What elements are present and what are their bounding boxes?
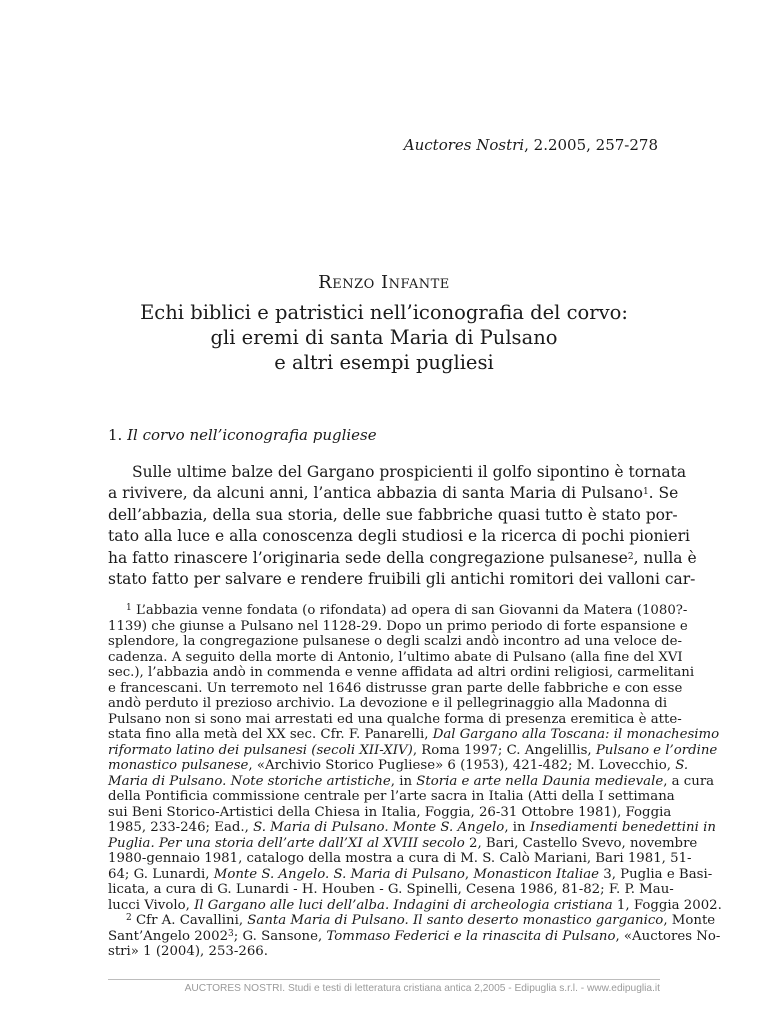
footnote-text: Cfr A. Cavallini, <box>135 913 244 928</box>
footnote-text: , in <box>390 773 413 789</box>
footnote-line: 1139) che giunse a Pulsano nel 1128-29. Dopo un primo periodo di forte espansione e <box>108 618 688 634</box>
body-text: ha fatto rinascere l’originaria sede della congregazione pulsanese <box>108 548 628 567</box>
footnote-line: sec.), l’abbazia andò in commenda e venne affidata ad altri ordini religiosi, carmelitani <box>108 665 695 680</box>
footnote-text: 64; G. Lunardi, <box>108 866 210 882</box>
footnote-line: andò perduto il prezioso archivio. La devozione e il pellegrinaggio alla Madonna di <box>108 696 668 711</box>
body-line: tato alla luce e alla conoscenza degli studiosi e la ricerca di pochi pionieri <box>108 527 690 546</box>
footnote-text: stata fino alla metà del XX sec. Cfr. F. Panarelli, <box>108 727 429 742</box>
footnote-text: Sant’Angelo 2002 <box>108 928 229 944</box>
citation-title: Il Gargano alle luci dell’alba. Indagini di archeologia cristiana <box>194 897 613 913</box>
footnote-text: , in <box>504 820 526 835</box>
article-title <box>0 300 768 375</box>
citation-title: S. <box>675 758 689 773</box>
footnote-ref: 1 <box>642 487 649 498</box>
footnote-ref: 3 <box>228 928 234 939</box>
page-footer: AUCTORES NOSTRI. Studi e testi di letteratura cristiana antica 2,2005 - Edipuglia s.r.l. - www.edipuglia.it <box>184 983 660 994</box>
footnote-text: ; G. Sansone, <box>233 928 323 944</box>
footnote-text: 1985, 233-246; Ead., <box>108 820 249 835</box>
footnote-line <box>108 742 718 759</box>
body-text: a rivivere, da alcuni anni, l’antica abbazia di santa Maria di Pulsano <box>108 484 643 503</box>
footnote-line <box>108 913 716 929</box>
body-paragraph <box>108 462 697 590</box>
footnote-line: licata, a cura di G. Lunardi - H. Houben - G. Spinelli, Cesena 1986, 81-82; F. P. Mau- <box>108 882 674 897</box>
footnote-line <box>108 727 720 743</box>
body-line: Sulle ultime balze del Gargano prospicienti il golfo sipontino è tornata <box>132 463 687 481</box>
body-line: stato fatto per salvare e rendere fruibili gli antichi romitori dei valloni car- <box>108 570 696 589</box>
footnote-number: 2 <box>126 913 132 923</box>
body-text: . Se <box>648 484 679 503</box>
section-title: Il corvo nell’iconografia pugliese <box>127 426 377 444</box>
footnote-line <box>108 866 713 883</box>
title-line: Echi biblici e patristici nell’iconografia del corvo: <box>140 301 628 324</box>
footnotes <box>108 603 722 960</box>
footnote-text: , «Auctores No- <box>615 928 721 944</box>
footnote-line: cadenza. A seguito della morte di Antonio, l’ultimo abate di Pulsano (alla fine del XVI <box>108 649 683 665</box>
footnote-line <box>108 928 721 945</box>
footnote-text: , a cura <box>663 773 715 789</box>
footnote-number: 1 <box>126 603 132 613</box>
citation-title: Pulsano e l’ordine <box>595 742 718 758</box>
title-line: e altri esempi pugliesi <box>274 351 494 374</box>
footnote-line <box>108 773 715 790</box>
body-line <box>108 483 679 504</box>
footer-rule <box>108 979 660 980</box>
body-line: dell’abbazia, della sua storia, delle sue fabbriche quasi tutto è stato por- <box>108 505 678 524</box>
section-number: 1. <box>108 426 123 444</box>
footnote-text: 3, Puglia e Basi- <box>603 866 713 882</box>
citation-title: Monasticon Italiae <box>473 866 599 882</box>
footnote-line: della Pontificia commissione centrale per l’arte sacra in Italia (Atti della I settimana <box>108 789 675 804</box>
citation-title: Maria di Pulsano. Note storiche artistiche <box>108 773 391 789</box>
footnote-text: 2, Bari, Castello Svevo, novembre <box>468 835 698 851</box>
journal-name: Auctores Nostri <box>403 136 525 154</box>
body-line <box>108 548 697 569</box>
citation-title: Insediamenti benedettini in <box>529 820 716 835</box>
body-text: , nulla è <box>633 548 697 567</box>
footnote-ref: 2 <box>627 551 634 562</box>
footnote-line: stri» 1 (2004), 253-266. <box>108 944 268 959</box>
citation-title: Storia e arte nella Daunia medievale <box>416 773 664 789</box>
citation-title: Santa Maria di Pulsano. Il santo deserto monastico garganico <box>247 913 664 928</box>
citation-title: Dal Gargano alla Toscana: il monachesimo <box>432 727 720 742</box>
footnote-line: e francescani. Un terremoto nel 1646 distrusse gran parte delle fabbriche e con esse <box>108 680 683 696</box>
footnote-line <box>108 897 722 914</box>
footnote-text: , Roma 1997; C. Angelillis, <box>412 742 592 758</box>
citation-title: Monte S. Angelo. S. Maria di Pulsano <box>213 866 465 882</box>
citation-title: S. Maria di Pulsano. Monte S. Angelo <box>253 820 505 835</box>
title-line: gli eremi di santa Maria di Pulsano <box>210 326 558 349</box>
citation-title: Tommaso Federici e la rinascita di Pulsano <box>326 928 616 944</box>
footnote-text: , Monte <box>663 913 716 928</box>
section-heading <box>108 426 377 444</box>
journal-citation <box>404 136 658 154</box>
author-name: Renzo Infante <box>318 272 450 293</box>
footnote-line: sui Beni Storico-Artistici della Chiesa in Italia, Foggia, 26-31 Ottobre 1981), Foggia <box>108 804 672 820</box>
footnote-text: , «Archivio Storico Pugliese» 6 (1953), 421-482; M. Lovecchio, <box>248 758 671 773</box>
footnote-text: lucci Vivolo, <box>108 897 190 913</box>
footnote-line <box>108 820 716 836</box>
footnote-line: 1980-gennaio 1981, catalogo della mostra a cura di M. S. Calò Mariani, Bari 1981, 51- <box>108 851 692 866</box>
footnote-line <box>108 603 688 619</box>
citation-title: Puglia. Per una storia dell’arte dall’XI al XVIII secolo <box>108 835 465 851</box>
footnote-text: , <box>464 866 470 882</box>
footnote-line: Pulsano non si sono mai arrestati ed una qualche forma di presenza eremitica è atte- <box>108 711 682 727</box>
footnote-line <box>108 835 698 852</box>
footnote-line <box>108 758 689 774</box>
journal-ref: , 2.2005, 257-278 <box>524 136 658 154</box>
citation-title: riformato latino dei pulsanesi (secoli XII-XIV) <box>108 742 413 758</box>
citation-title: monastico pulsanese <box>108 758 249 773</box>
footnote-line: splendore, la congregazione pulsanese o degli scalzi andò incontro ad una veloce de- <box>108 634 682 649</box>
footnote-text: L’abbazia venne fondata (o rifondata) ad opera di san Giovanni da Matera (1080?- <box>135 603 688 618</box>
footnote-text: 1, Foggia 2002. <box>616 897 722 913</box>
